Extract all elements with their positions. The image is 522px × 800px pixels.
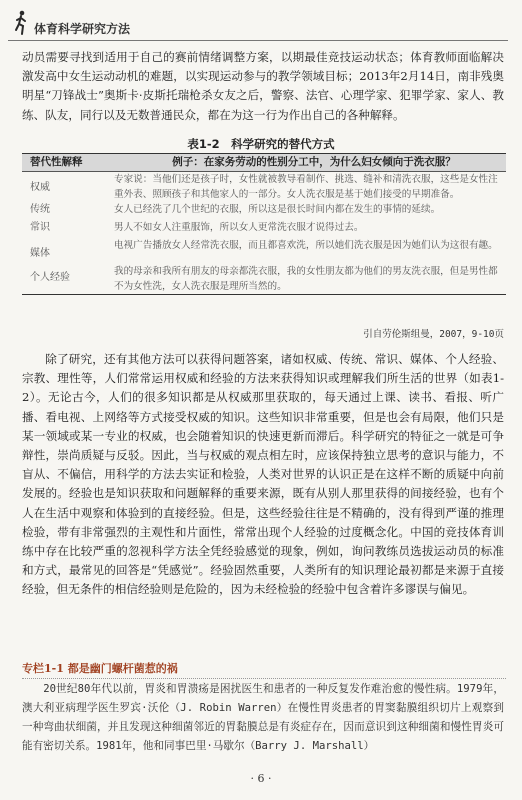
row-text: 我的母亲和我所有朋友的母亲都洗衣服，我的女性朋友都为他们的男友洗衣服，但是男性都不为女性洗，女人洗衣服是理所当然的。 (114, 266, 498, 292)
page-header (8, 8, 508, 41)
header-title: 体育科学研究方法 (34, 22, 131, 36)
table-row (22, 238, 506, 261)
table-row (22, 202, 506, 217)
row-text: 男人不如女人注重服饰，所以女人更常洗衣服才说得过去。 (114, 222, 364, 233)
table-row (22, 264, 506, 294)
row-text: 专家说：当他们还是孩子时，女性就被教导看制作、挑选、缝补和清洗衣服，这些是女性注重外表、照顾孩子和其他家人的一部分。女人洗衣服是基于她们接受的早期准备。 (114, 174, 498, 200)
row-label: 权威 (30, 182, 50, 193)
page-number: · 6 · (250, 772, 272, 785)
box-title: 专栏1-1 都是幽门螺杆菌惹的祸 (22, 660, 506, 679)
table-row (22, 172, 506, 202)
row-label: 常识 (30, 222, 50, 233)
paragraph-1: 动员需要寻找到适用于自己的赛前情绪调整方案，以期最佳竞技运动状态；体育教师面临解决激发高中女生运动动机的难题，以实现运动参与的教学领域目标；2013年2月14日，南非残奥明星“刀锋战士”奥斯卡·皮斯托瑞枪杀女友之后，警察、法官、心理学家、犯罪学家、家人、教练、队友，同行以及无数普通民众，都在为这一行为作出自己的各种解释。 (22, 50, 504, 122)
row-text: 电视广告播放女人经常洗衣服，而且都喜欢洗，所以她们洗衣服是因为她们认为这很有趣。 (114, 240, 498, 251)
table-row (22, 220, 506, 235)
paragraph-2: 除了研究，还有其他方法可以获得问题答案，诸如权威、传统、常识、媒体、个人经验、宗教、理性等，人们常常运用权威和经验的方法来获得知识或理解我们所生活的世界（如表1-2）。无论古今，人们的很多知识都是从权威那里获取的，每天通过上课、读书、看报、听广播、看电视、上网络等方式接受权威的知识。这些知识非常重要，但是也会有局限，他们只是某一领域或某一专业的权威，也会随着知识的快速更新而滞后。科学研究的特征之一就是可争辩性，崇尚质疑与反驳。因此，当与权威的观点相左时，应该保持独立思考的意识与能力，不盲从、不偏信，用科学的方法去实证和检验，人类对世界的认识正是在这样不断的质疑中向前发展的。经验也是知识获取和问题解释的重要来源，既有从别人那里获得的间接经验，也有个人在生活中观察和体验到的直接经验。但是，这些经验往往是不精确的，没有得到严谨的推理检验，带有非常强烈的主观性和片面性，常常出现个人经验的过度概念化。中国的竞技体育训练中存在比较严重的忽视科学方法全凭经验感觉的现象，例如，询问教练员选拔运动员的标准和方式，最常见的回答是“凭感觉”。经验固然重要，人类所有的知识理论最初都是来源于直接经验，但无条件的相信经验则是危险的，因为未经检验的经验中包含着许多谬误与偏见。 (22, 352, 504, 597)
runner-icon (14, 10, 28, 36)
row-text: 女人已经洗了几个世纪的衣服，所以这是很长时间内都在发生的事情的延续。 (114, 204, 441, 215)
row-label: 传统 (30, 204, 50, 215)
table-header-col1: 替代性解释 (30, 156, 83, 168)
table-header-col2: 例子：在家务劳动的性别分工中，为什么妇女倾向于洗衣服？ (172, 156, 456, 168)
row-label: 媒体 (30, 248, 50, 259)
table-source: 引自劳伦斯组曼，2007，9-10页 (363, 329, 504, 340)
table-header-row (22, 154, 506, 172)
row-label: 个人经验 (30, 272, 70, 283)
table-title: 表1-2 科学研究的替代方式 (187, 137, 335, 151)
box-paragraph: 20世纪80年代以前，胃炎和胃溃疡是困扰医生和患者的一种反复发作难治愈的慢性病。1979年，澳大利亚病理学医生罗宾·沃伦（J. Robin Warren）在慢性胃炎患者的胃窦黏膜组织切片上观察到一种弯曲状细菌，并且发现这种细菌邻近的胃黏膜总是有炎症存在，因而意识到这种细菌和慢性胃炎可能有密切关系。1981年，他和同事巴里·马歇尔（Barry J. Marshall） (22, 683, 504, 752)
alternatives-table (22, 153, 506, 295)
